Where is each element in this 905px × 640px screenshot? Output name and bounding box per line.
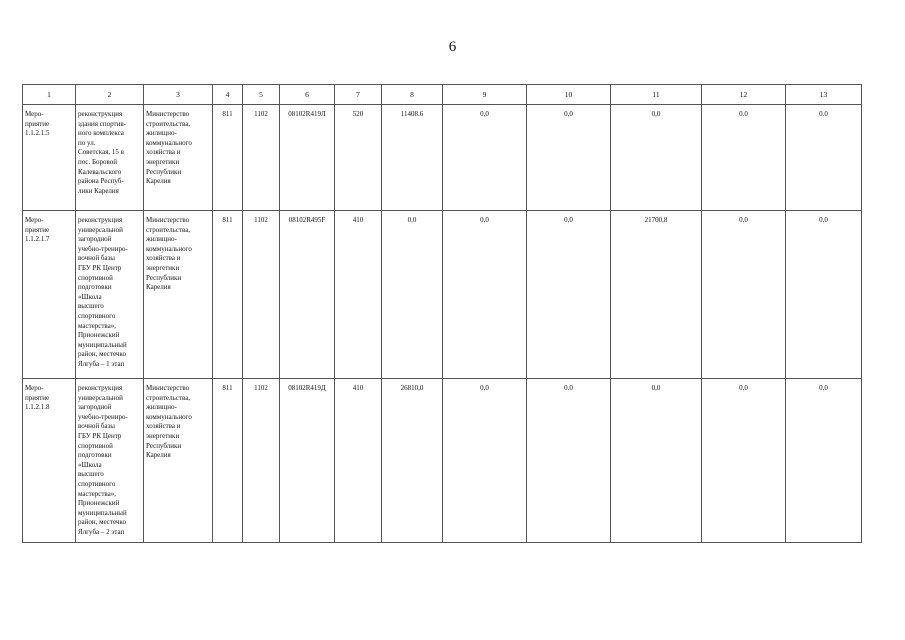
responsible-executor-cell: Министерство строительства, жилищно- коммунального хозяйства и энергетики Республики Карелия [144,105,213,211]
measure-description-cell: реконструкция здания спортив- ного комплекса по ул. Советская, 15 в пос. Боровой Калевальского района Респуб- лики Карелия [76,105,144,211]
amount-cell-col10: 0.0 [527,379,611,543]
amount-cell-col8: 11408.6 [382,105,443,211]
table-row [23,379,862,543]
measure-id-cell: Меро- приятие 1.1.2.1.7 [23,211,76,379]
code-cell-col7: 520 [335,105,382,211]
amount-cell-col12: 0.0 [702,105,786,211]
column-header-1: 1 [23,85,76,105]
amount-cell-col9: 0,0 [443,105,527,211]
amount-cell-col13: 0.0 [786,105,862,211]
amount-cell-col11: 21700,8 [611,211,702,379]
code-cell-col6: 08102R419Д [280,379,335,543]
amount-cell-col12: 0,0 [702,379,786,543]
amount-cell-col13: 0,0 [786,211,862,379]
column-header-2: 2 [76,85,144,105]
budget-table [22,84,862,543]
measure-id-cell: Меро- приятие 1.1.2.1.5 [23,105,76,211]
column-header-8: 8 [382,85,443,105]
column-header-7: 7 [335,85,382,105]
column-header-4: 4 [213,85,243,105]
amount-cell-col9: 0,0 [443,211,527,379]
column-header-3: 3 [144,85,213,105]
amount-cell-col8: 26810,0 [382,379,443,543]
amount-cell-col13: 0,0 [786,379,862,543]
code-cell-col7: 410 [335,211,382,379]
column-header-9: 9 [443,85,527,105]
column-header-5: 5 [243,85,280,105]
code-cell-col5: 1102 [243,211,280,379]
code-cell-col4: 811 [213,211,243,379]
amount-cell-col11: 0,0 [611,105,702,211]
table-row [23,105,862,211]
code-cell-col5: 1102 [243,105,280,211]
responsible-executor-cell: Министерство строительства, жилищно- коммунального хозяйства и энергетики Республики Карелия [144,211,213,379]
code-cell-col4: 811 [213,105,243,211]
responsible-executor-cell: Министерство строительства, жилищно- коммунального хозяйства и энергетики Республики Карелия [144,379,213,543]
amount-cell-col12: 0,0 [702,211,786,379]
column-header-13: 13 [786,85,862,105]
header-row [23,85,862,105]
code-cell-col7: 410 [335,379,382,543]
page-number: 6 [448,39,457,55]
measure-description-cell: реконструкция универсальной загородной учебно-трениро- вочной базы ГБУ РК Центр спортивной подготовки «Школа высшего спортивного мастерства», Прионежский муниципальный район, местечко Ялгуба – 1 этап [76,211,144,379]
code-cell-col6: 08102R495F [280,211,335,379]
column-header-12: 12 [702,85,786,105]
code-cell-col4: 811 [213,379,243,543]
amount-cell-col11: 0,0 [611,379,702,543]
amount-cell-col10: 0,0 [527,211,611,379]
measure-description-cell: реконструкция универсальной загородной учебно-трениро- вочной базы ГБУ РК Центр спортивной подготовки «Школа высшего спортивного мастерства», Прионежский муниципальный район, местечко Ялгуба – 2 этап [76,379,144,543]
code-cell-col6: 08102R419Л [280,105,335,211]
amount-cell-col8: 0,0 [382,211,443,379]
column-header-6: 6 [280,85,335,105]
amount-cell-col10: 0,0 [527,105,611,211]
amount-cell-col9: 0,0 [443,379,527,543]
column-header-11: 11 [611,85,702,105]
table-row [23,211,862,379]
column-header-10: 10 [527,85,611,105]
measure-id-cell: Меро- приятие 1.1.2.1.8 [23,379,76,543]
code-cell-col5: 1102 [243,379,280,543]
